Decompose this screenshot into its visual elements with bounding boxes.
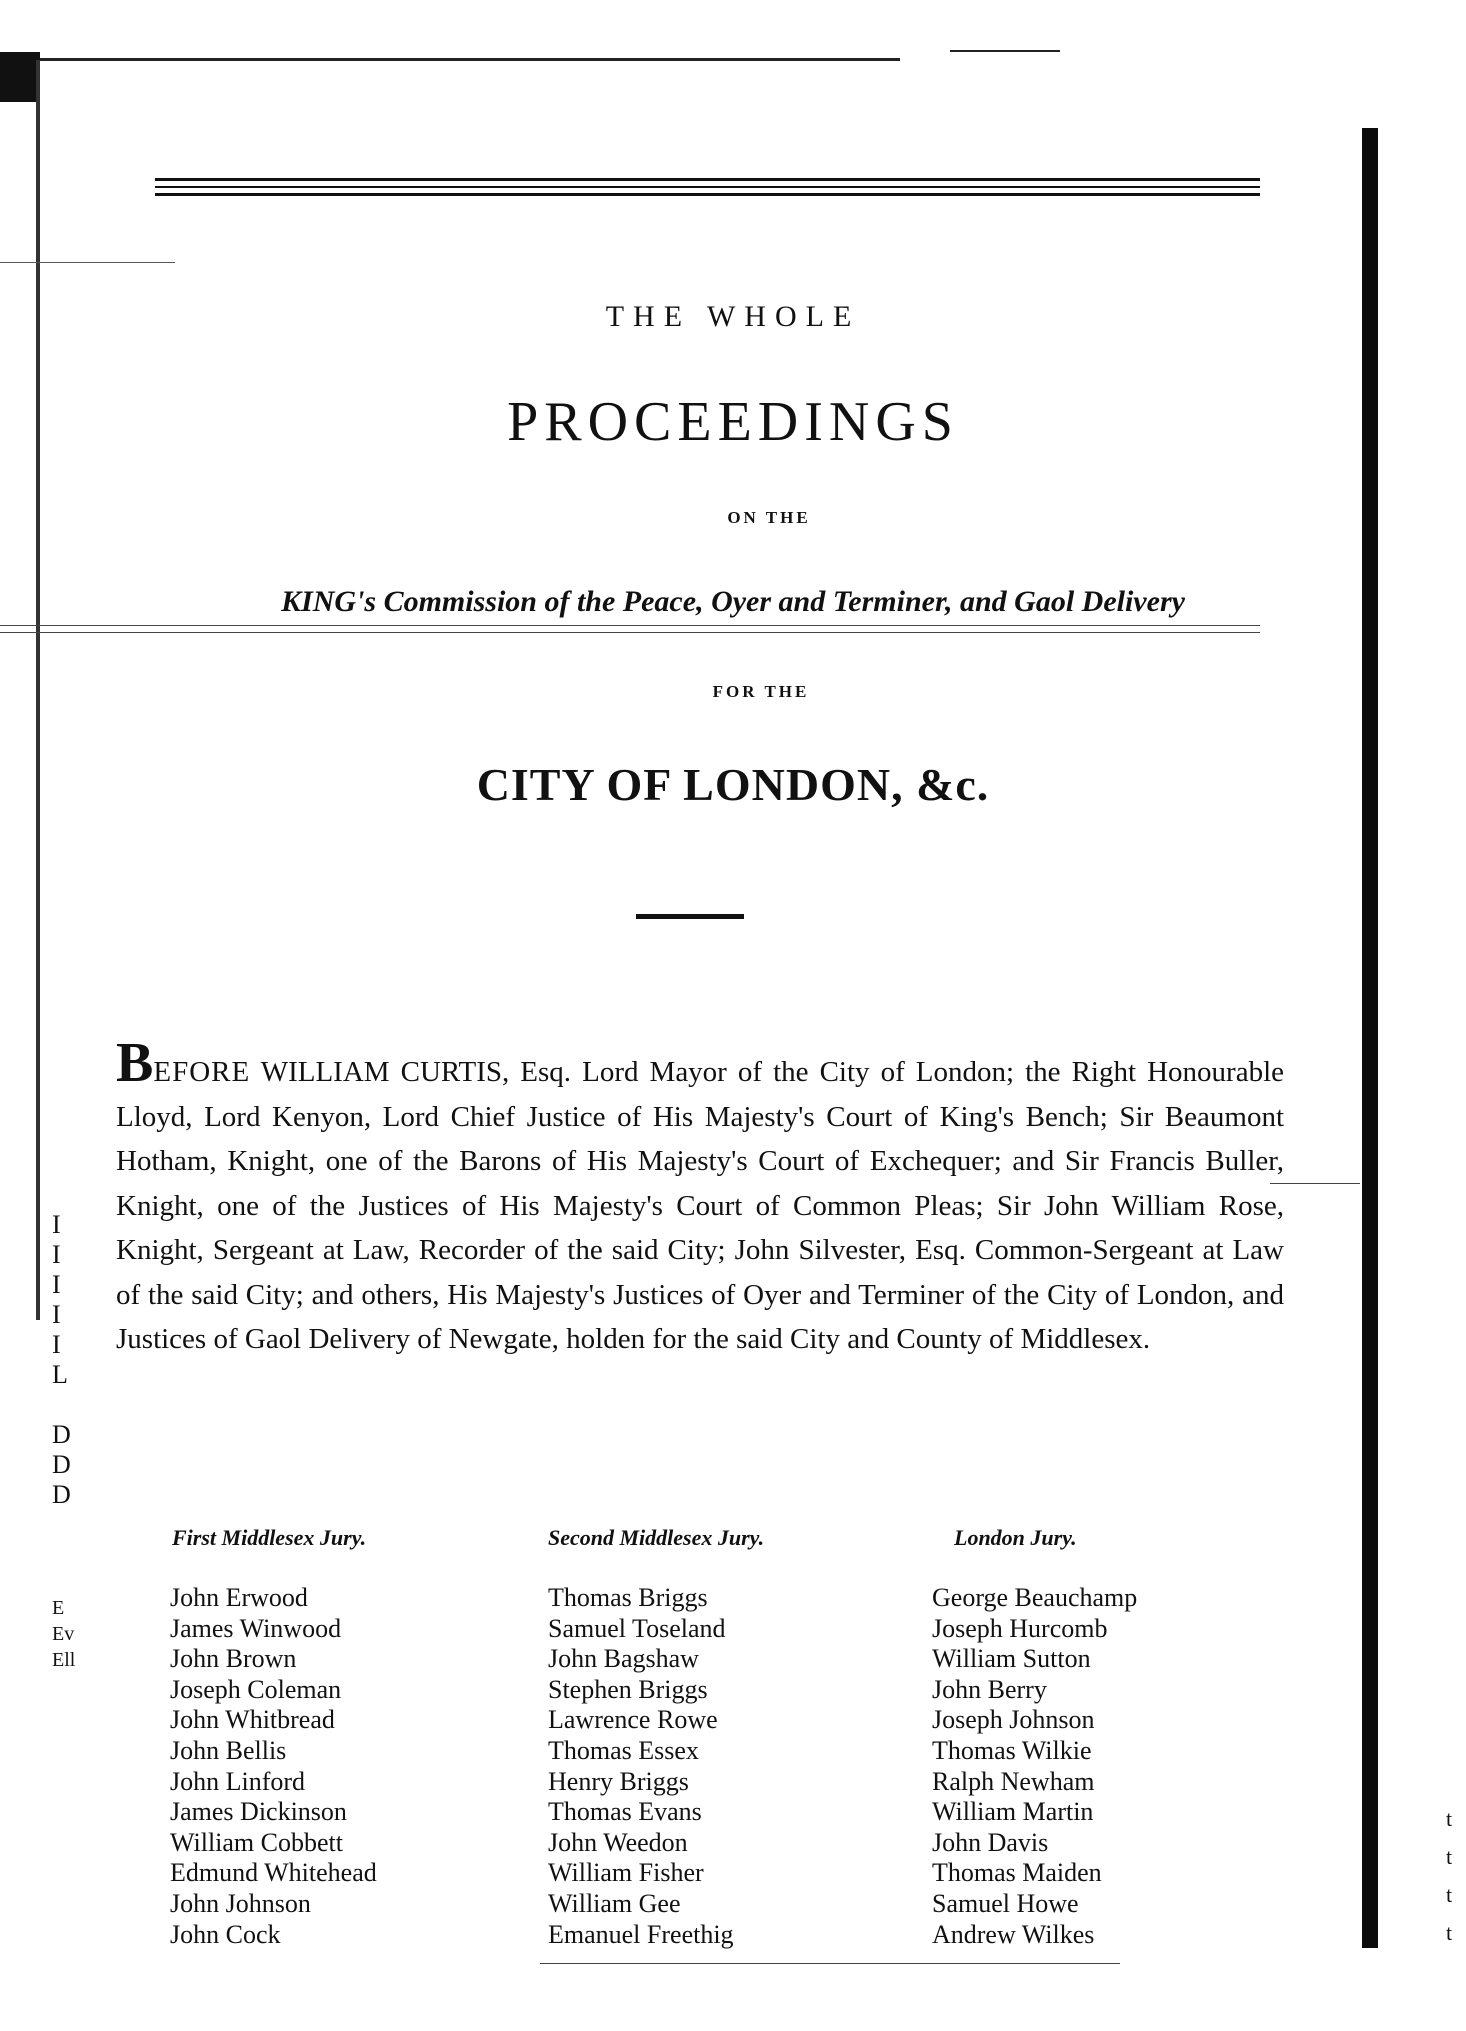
bleed-through-rule — [0, 632, 1260, 633]
margin-glyph: I — [52, 1270, 61, 1299]
juror: Samuel Toseland — [548, 1613, 726, 1643]
margin-glyph: t — [1446, 1920, 1453, 1945]
jury-heading: London Jury. — [954, 1525, 1077, 1550]
juror: William Fisher — [548, 1858, 704, 1888]
scan-top-rule-right — [950, 50, 1060, 52]
right-margin-bleed — [1446, 1800, 1464, 1952]
margin-glyph: D — [52, 1480, 71, 1509]
paragraph-lead: EFORE — [153, 1056, 251, 1088]
left-margin-bleed — [52, 1420, 92, 1510]
juror: Andrew Wilkes — [932, 1919, 1095, 1949]
juror: William Martin — [932, 1797, 1094, 1827]
paragraph-text: WILLIAM CURTIS, Esq. Lord Mayor of the City of London; the Right Honourable Lloyd, Lord Kenyon, Lord Chief Justice of His Majesty's Court of King's Bench; Sir Beaumont Hotham, Knight, one of the Barons of His Majesty's Court of Exchequer; and Sir Francis Buller, Knight, one of the Justices of His Majesty's Court of Common Pleas; Sir John William Rose, Knight, Sergeant at Law, Recorder of the said City; John Silvester, Esq. Common-Sergeant at Law of the said City; and others, His Majesty's Justices of Oyer and Terminer of the City of London, and Justices of Gaol Delivery of Newgate, holden for the said City and County of Middlesex. — [116, 1056, 1284, 1355]
juror: Joseph Hurcomb — [932, 1613, 1108, 1643]
heading-the-whole: THE WHOLE — [605, 300, 861, 333]
jury-column-first-middlesex — [170, 1525, 470, 1950]
scan-top-rule — [40, 58, 900, 61]
juror: James Dickinson — [170, 1797, 347, 1827]
juror: William Sutton — [932, 1644, 1091, 1674]
bleed-through-rule — [0, 625, 1260, 626]
juror: John Weedon — [548, 1827, 688, 1857]
juror: Joseph Coleman — [170, 1674, 342, 1704]
margin-glyph: Ev — [52, 1623, 75, 1645]
margin-glyph: t — [1446, 1806, 1453, 1831]
jury-column-london — [932, 1525, 1232, 1950]
juror: George Beauchamp — [932, 1583, 1138, 1612]
header-rule — [155, 193, 1260, 196]
court-paragraph — [116, 1032, 1284, 1362]
juror: Ralph Newham — [932, 1766, 1095, 1796]
juror: Henry Briggs — [548, 1766, 689, 1796]
juror: John Cock — [170, 1919, 281, 1949]
juror: Thomas Essex — [548, 1735, 699, 1765]
jury-heading: Second Middlesex Jury. — [548, 1525, 765, 1550]
juror: Thomas Maiden — [932, 1858, 1102, 1888]
jury-heading: First Middlesex Jury. — [172, 1525, 367, 1550]
juror: John Linford — [170, 1766, 306, 1796]
margin-glyph: I — [52, 1210, 61, 1239]
juror: John Whitbread — [170, 1705, 335, 1735]
left-margin-bleed — [52, 1210, 92, 1390]
juror: John Johnson — [170, 1888, 311, 1918]
scan-side-rule — [0, 262, 175, 263]
juror: John Erwood — [170, 1583, 308, 1612]
jury-list — [548, 1583, 848, 1950]
margin-glyph: I — [52, 1240, 61, 1269]
margin-glyph: E — [52, 1597, 65, 1619]
left-margin-bleed — [52, 1595, 92, 1673]
juror: Edmund Whitehead — [170, 1858, 377, 1888]
margin-glyph: t — [1446, 1882, 1453, 1907]
juror: James Winwood — [170, 1613, 342, 1643]
page-title: PROCEEDINGS — [507, 391, 959, 453]
drop-cap: B — [116, 1032, 154, 1094]
margin-glyph: L — [52, 1360, 68, 1389]
juror: Stephen Briggs — [548, 1674, 708, 1704]
juror: Thomas Briggs — [548, 1583, 708, 1612]
heading-city: CITY OF LONDON, &c. — [476, 759, 990, 810]
heading-commission: KING's Commission of the Peace, Oyer and Terminer, and Gaol Delivery — [281, 585, 1185, 618]
jury-column-second-middlesex — [548, 1525, 848, 1950]
header-rule — [155, 178, 1260, 181]
jury-list — [932, 1583, 1232, 1950]
juror: Thomas Wilkie — [932, 1735, 1092, 1765]
juror: William Gee — [548, 1888, 681, 1918]
juror: William Cobbett — [170, 1827, 343, 1857]
margin-glyph: D — [52, 1420, 71, 1449]
margin-glyph: D — [52, 1450, 71, 1479]
heading-for-the: FOR THE — [712, 682, 810, 701]
juror: Thomas Evans — [548, 1797, 702, 1827]
juror: John Davis — [932, 1827, 1049, 1857]
juror: John Bagshaw — [548, 1644, 699, 1674]
juror: John Bellis — [170, 1735, 287, 1765]
juror: Emanuel Freethig — [548, 1919, 734, 1949]
juror: Samuel Howe — [932, 1888, 1079, 1918]
juror: Joseph Johnson — [932, 1705, 1095, 1735]
header-rule — [155, 186, 1260, 188]
bleed-through-rule — [540, 1963, 1120, 1964]
margin-glyph: t — [1446, 1844, 1453, 1869]
section-divider — [636, 914, 744, 919]
juror: John Berry — [932, 1674, 1047, 1704]
juror: John Brown — [170, 1644, 297, 1674]
margin-glyph: I — [52, 1300, 61, 1329]
heading-on-the: ON THE — [727, 508, 811, 527]
juror: Lawrence Rowe — [548, 1705, 718, 1735]
jury-list — [170, 1583, 470, 1950]
margin-glyph: I — [52, 1330, 61, 1359]
scan-corner-mark — [0, 52, 40, 102]
margin-glyph: Ell — [52, 1649, 76, 1671]
